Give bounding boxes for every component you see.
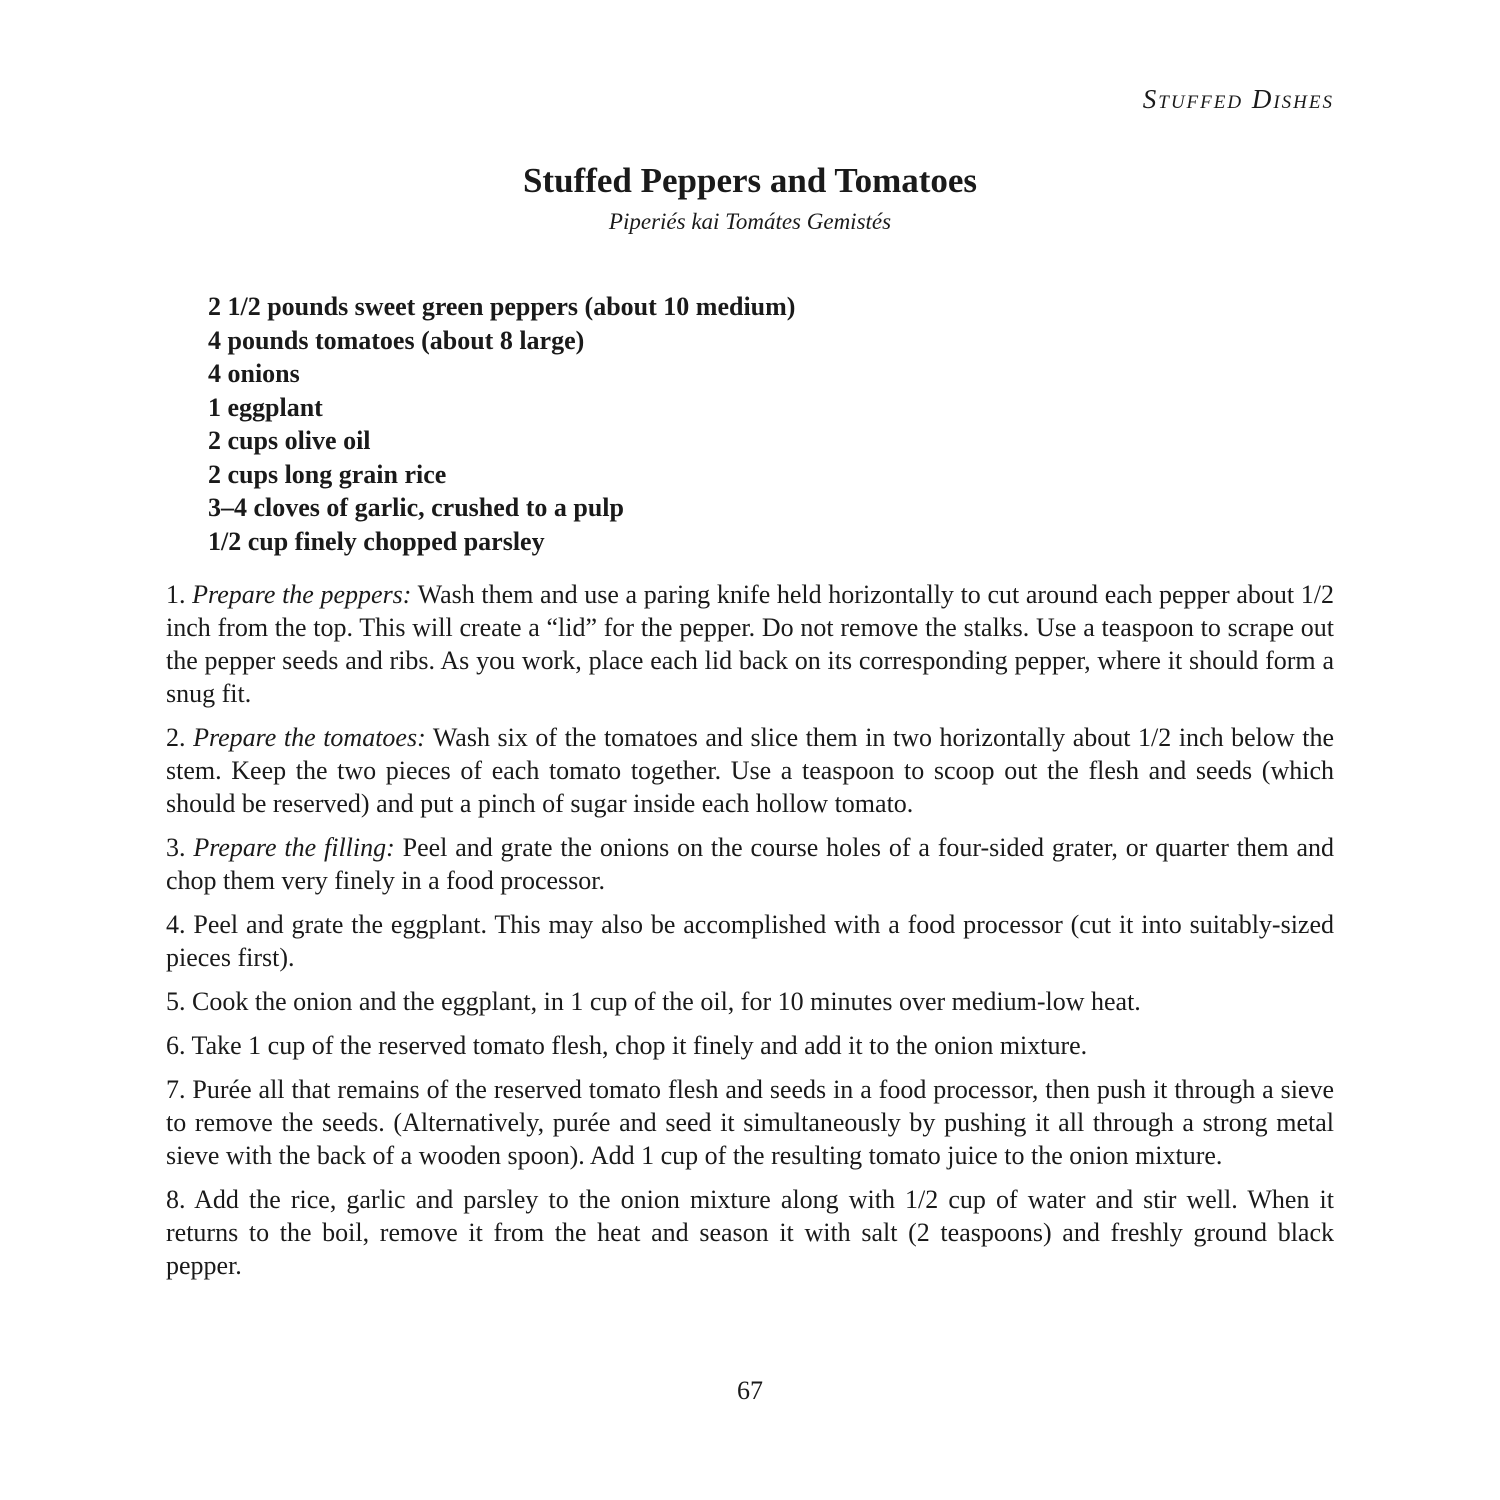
step-text: Wash them and use a paring knife held horizontally to cut around each pepper about 1/2 inch from the top. This will create a “lid” for the pepper. Do not remove the stalks. Use a teaspoon to scrape out the pepper seeds and ribs. As you work, place each lid back on its corresponding pepper, where it should form a snug fit. [166, 580, 1335, 708]
ingredient-item: 2 1/2 pounds sweet green peppers (about 10 medium) [208, 292, 796, 321]
step-text: Take 1 cup of the reserved tomato flesh, chop it finely and add it to the onion mixture. [191, 1031, 1088, 1060]
step-number: 5. [166, 987, 186, 1016]
running-head: Stuffed Dishes [1142, 84, 1334, 114]
ingredient-item: 4 onions [208, 359, 300, 388]
step-lead: Prepare the tomatoes: [193, 723, 426, 752]
step-text: Peel and grate the onions on the course holes of a four-sided grater, or quarter them and chop them very finely in a food processor. [166, 833, 1335, 895]
method-step [166, 908, 1334, 974]
method-step [166, 831, 1334, 897]
step-text: Cook the onion and the eggplant, in 1 cup of the oil, for 10 minutes over medium-low heat. [192, 987, 1141, 1016]
ingredient-item: 2 cups olive oil [208, 426, 371, 455]
recipe-title: Stuffed Peppers and Tomatoes [522, 161, 978, 200]
step-text: Add the rice, garlic and parsley to the onion mixture along with 1/2 cup of water and stir well. When it returns to the boil, remove it from the heat and season it with salt (2 teaspoons) and freshly ground black pepper. [166, 1185, 1334, 1280]
step-number: 8. [166, 1185, 186, 1214]
ingredient-item: 1/2 cup finely chopped parsley [208, 526, 545, 556]
step-number: 7. [166, 1075, 186, 1104]
step-number: 6. [166, 1031, 186, 1060]
recipe-subtitle: Piperiés kai Tomátes Gemistés [608, 209, 892, 234]
method-step [166, 1029, 1334, 1062]
method-step [166, 985, 1334, 1018]
step-number: 2. [166, 723, 186, 752]
step-lead: Prepare the peppers: [192, 580, 412, 609]
step-lead: Prepare the filling: [193, 833, 395, 862]
step-text: Peel and grate the eggplant. This may also be accomplished with a food processor (cut it into suitably-sized pieces first). [166, 910, 1335, 972]
method-steps [166, 578, 1334, 1293]
method-step [166, 1183, 1334, 1282]
method-step [166, 1073, 1334, 1172]
ingredient-item: 1 eggplant [208, 392, 323, 422]
method-step [166, 721, 1334, 820]
ingredient-item: 2 cups long grain rice [208, 459, 447, 489]
step-number: 1. [166, 580, 186, 609]
step-text: Wash six of the tomatoes and slice them in two horizontally about 1/2 inch below the stem. Keep the two pieces of each tomato together. Use a teaspoon to scoop out the flesh and seeds (which should be reserved) and put a pinch of sugar inside each hollow tomato. [166, 723, 1335, 818]
ingredient-item: 4 pounds tomatoes (about 8 large) [208, 325, 585, 355]
recipe-title-block [0, 158, 1500, 238]
method-step [166, 578, 1334, 710]
step-number: 3. [166, 833, 186, 862]
page-number: 67 [737, 1376, 763, 1405]
step-text: Purée all that remains of the reserved tomato flesh and seeds in a food processor, then push it through a sieve to remove the seeds. (Alternatively, purée and seed it simultaneously by pushing it all through a strong metal sieve with the back of a wooden spoon). Add 1 cup of the resulting tomato juice to the onion mixture. [166, 1075, 1335, 1170]
ingredient-list [208, 290, 795, 558]
ingredient-item: 3–4 cloves of garlic, crushed to a pulp [208, 493, 624, 522]
step-number: 4. [166, 910, 186, 939]
